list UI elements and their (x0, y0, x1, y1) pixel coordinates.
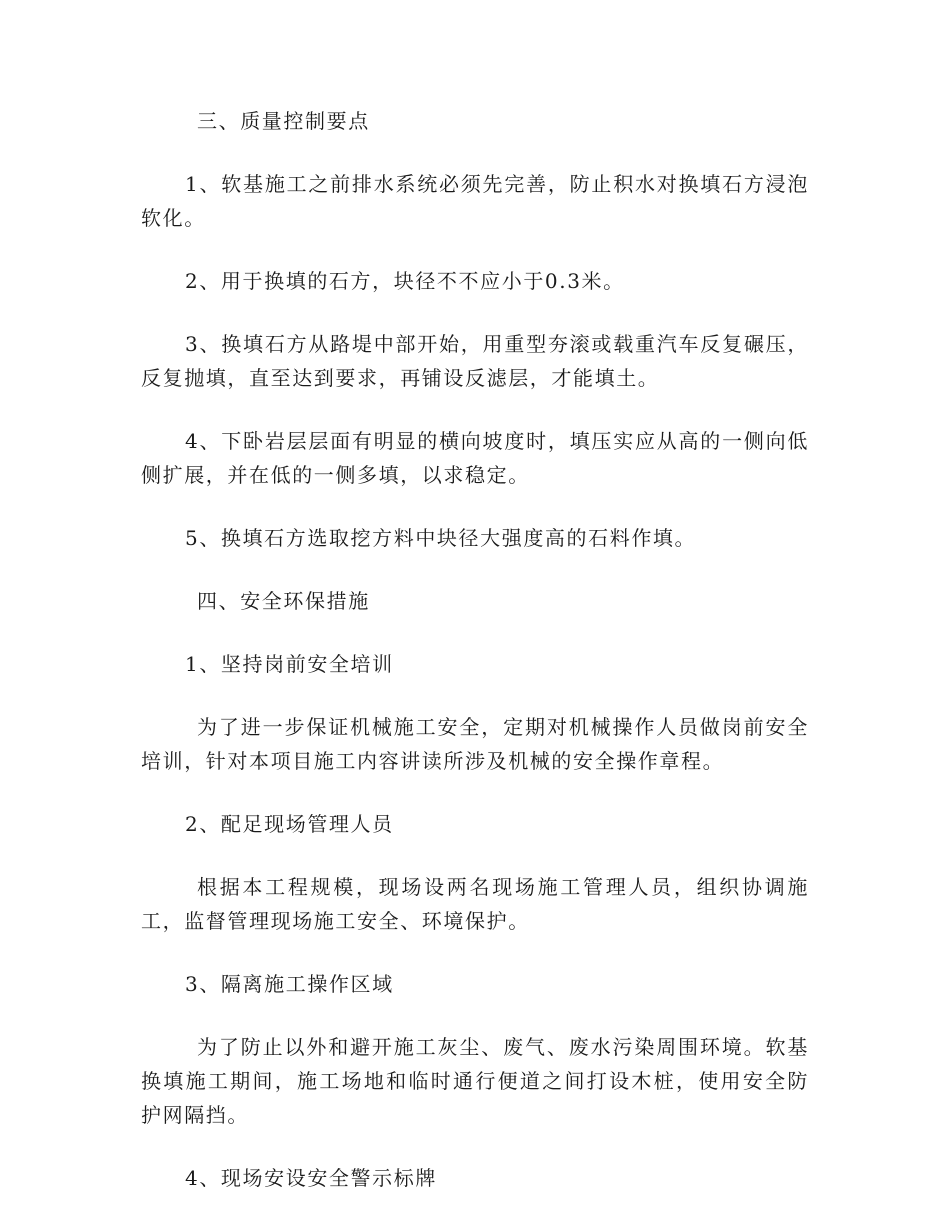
quality-item-4: 4、下卧岩层层面有明显的横向坡度时，填压实应从高的一侧向低侧扩展，并在低的一侧多填，以求稳定。 (141, 429, 809, 487)
safety-body-1: 为了进一步保证机械施工安全，定期对机械操作人员做岗前安全培训，针对本项目施工内容讲读所涉及机械的安全操作章程。 (141, 715, 809, 773)
safety-subheading-4: 4、现场安设安全警示标牌 (185, 1166, 437, 1190)
safety-subheading-2: 2、配足现场管理人员 (185, 812, 394, 836)
safety-body-3: 为了防止以外和避开施工灰尘、废气、废水污染周围环境。软基换填施工期间，施工场地和临时通行便道之间打设木桩，使用安全防护网隔挡。 (141, 1035, 809, 1127)
document-page (141, 104, 809, 1224)
safety-body-2: 根据本工程规模，现场设两名现场施工管理人员，组织协调施工，监督管理现场施工安全、环境保护。 (141, 875, 809, 933)
section-heading-quality: 三、质量控制要点 (197, 109, 370, 133)
section-heading-safety: 四、安全环保措施 (197, 589, 370, 613)
quality-item-3: 3、换填石方从路堤中部开始，用重型夯滚或载重汽车反复碾压，反复抛填，直至达到要求，再铺设反滤层，才能填土。 (141, 332, 809, 390)
quality-item-2: 2、用于换填的石方，块径不不应小于0.3米。 (185, 269, 625, 293)
quality-item-1: 1、软基施工之前排水系统必须先完善，防止积水对换填石方浸泡软化。 (141, 172, 809, 230)
safety-subheading-3: 3、隔离施工操作区域 (185, 972, 394, 996)
quality-item-5: 5、换填石方选取挖方料中块径大强度高的石料作填。 (185, 526, 697, 550)
safety-subheading-1: 1、坚持岗前安全培训 (185, 652, 394, 676)
